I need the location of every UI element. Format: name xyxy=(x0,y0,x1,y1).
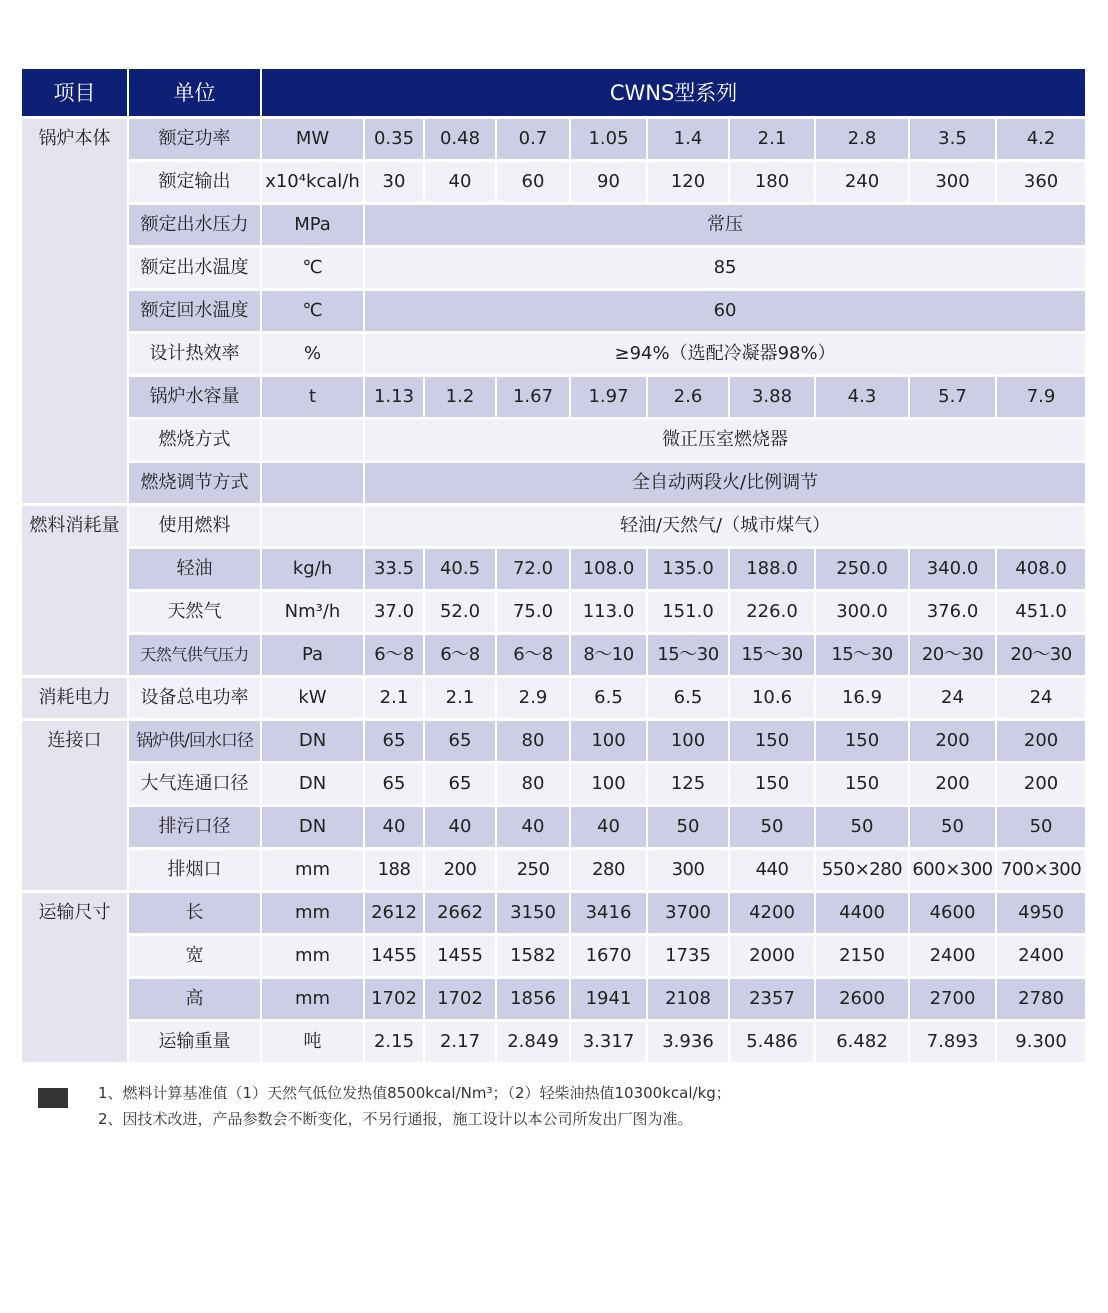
value-cell: 125 xyxy=(648,764,730,807)
value-cell: 440 xyxy=(730,850,816,893)
value-cell: 72.0 xyxy=(497,549,571,592)
row-unit: DN xyxy=(262,764,365,807)
value-cell: 8～10 xyxy=(571,635,648,678)
table-row xyxy=(22,162,1085,205)
table-body xyxy=(22,119,1085,1065)
row-unit: kW xyxy=(262,678,365,721)
value-cell: 360 xyxy=(997,162,1085,205)
value-cell: 1.13 xyxy=(365,377,425,420)
value-cell: 700×300 xyxy=(997,850,1085,893)
table-row xyxy=(22,721,1085,764)
value-cell: 2357 xyxy=(730,979,816,1022)
table-row xyxy=(22,850,1085,893)
header-unit: 单位 xyxy=(129,69,262,119)
value-cell: 20～30 xyxy=(997,635,1085,678)
row-unit: Pa xyxy=(262,635,365,678)
value-cell: 50 xyxy=(648,807,730,850)
value-cell: 3.317 xyxy=(571,1022,648,1065)
table-row xyxy=(22,592,1085,635)
value-cell: 113.0 xyxy=(571,592,648,635)
value-cell: 40.5 xyxy=(425,549,497,592)
row-unit: mm xyxy=(262,979,365,1022)
value-cell: 2.6 xyxy=(648,377,730,420)
merged-value-cell: 微正压室燃烧器 xyxy=(365,420,1085,463)
merged-value-cell: 60 xyxy=(365,291,1085,334)
value-cell: 135.0 xyxy=(648,549,730,592)
value-cell: 4200 xyxy=(730,893,816,936)
value-cell: 5.486 xyxy=(730,1022,816,1065)
row-unit: ℃ xyxy=(262,291,365,334)
row-unit: MPa xyxy=(262,205,365,248)
value-cell: 200 xyxy=(997,721,1085,764)
row-unit: mm xyxy=(262,850,365,893)
value-cell: 40 xyxy=(425,162,497,205)
value-cell: 280 xyxy=(571,850,648,893)
value-cell: 2.8 xyxy=(816,119,910,162)
row-label: 锅炉供/回水口径 xyxy=(129,721,262,764)
table-row xyxy=(22,420,1085,463)
row-unit: DN xyxy=(262,721,365,764)
table-row xyxy=(22,678,1085,721)
value-cell: 50 xyxy=(816,807,910,850)
value-cell: 188 xyxy=(365,850,425,893)
table-row xyxy=(22,205,1085,248)
value-cell: 65 xyxy=(425,721,497,764)
value-cell: 15～30 xyxy=(648,635,730,678)
value-cell: 40 xyxy=(497,807,571,850)
table-row xyxy=(22,635,1085,678)
value-cell: 4.2 xyxy=(997,119,1085,162)
value-cell: 90 xyxy=(571,162,648,205)
row-label: 使用燃料 xyxy=(129,506,262,549)
value-cell: 3700 xyxy=(648,893,730,936)
value-cell: 376.0 xyxy=(910,592,997,635)
value-cell: 2.17 xyxy=(425,1022,497,1065)
row-label: 高 xyxy=(129,979,262,1022)
row-label: 宽 xyxy=(129,936,262,979)
value-cell: 2150 xyxy=(816,936,910,979)
value-cell: 340.0 xyxy=(910,549,997,592)
row-unit: DN xyxy=(262,807,365,850)
value-cell: 2600 xyxy=(816,979,910,1022)
value-cell: 200 xyxy=(910,721,997,764)
value-cell: 1856 xyxy=(497,979,571,1022)
table-row xyxy=(22,979,1085,1022)
row-unit xyxy=(262,463,365,506)
note-line: 1、燃料计算基准值（1）天然气低位发热值8500kcal/Nm³；（2）轻柴油热值10300kcal/kg； xyxy=(98,1084,731,1102)
row-unit xyxy=(262,506,365,549)
header-item: 项目 xyxy=(22,69,129,119)
value-cell: 3150 xyxy=(497,893,571,936)
value-cell: 3.936 xyxy=(648,1022,730,1065)
value-cell: 40 xyxy=(571,807,648,850)
value-cell: 300.0 xyxy=(816,592,910,635)
row-label: 天然气 xyxy=(129,592,262,635)
value-cell: 1941 xyxy=(571,979,648,1022)
row-unit: mm xyxy=(262,936,365,979)
value-cell: 2.1 xyxy=(365,678,425,721)
value-cell: 16.9 xyxy=(816,678,910,721)
value-cell: 3.5 xyxy=(910,119,997,162)
table-row xyxy=(22,807,1085,850)
value-cell: 188.0 xyxy=(730,549,816,592)
value-cell: 150 xyxy=(730,764,816,807)
table-row xyxy=(22,291,1085,334)
value-cell: 1702 xyxy=(365,979,425,1022)
value-cell: 60 xyxy=(497,162,571,205)
value-cell: 30 xyxy=(365,162,425,205)
value-cell: 150 xyxy=(816,721,910,764)
row-label: 燃烧方式 xyxy=(129,420,262,463)
value-cell: 150 xyxy=(816,764,910,807)
value-cell: 6.482 xyxy=(816,1022,910,1065)
value-cell: 6～8 xyxy=(365,635,425,678)
value-cell: 100 xyxy=(648,721,730,764)
row-label: 天然气供气压力 xyxy=(129,635,262,678)
value-cell: 150 xyxy=(730,721,816,764)
row-label: 长 xyxy=(129,893,262,936)
value-cell: 15～30 xyxy=(730,635,816,678)
spec-table xyxy=(22,69,1085,1065)
table-row xyxy=(22,377,1085,420)
note-line: 2、因技术改进，产品参数会不断变化，不另行通报，施工设计以本公司所发出厂图为准。 xyxy=(98,1110,693,1128)
group-label-conn: 连接口 xyxy=(22,721,129,893)
value-cell: 2400 xyxy=(997,936,1085,979)
value-cell: 1.67 xyxy=(497,377,571,420)
merged-value-cell: 全自动两段火/比例调节 xyxy=(365,463,1085,506)
value-cell: 151.0 xyxy=(648,592,730,635)
row-label: 额定输出 xyxy=(129,162,262,205)
value-cell: 2108 xyxy=(648,979,730,1022)
value-cell: 1455 xyxy=(425,936,497,979)
value-cell: 2.1 xyxy=(425,678,497,721)
value-cell: 50 xyxy=(910,807,997,850)
row-label: 排烟口 xyxy=(129,850,262,893)
value-cell: 50 xyxy=(730,807,816,850)
group-label-boiler: 锅炉本体 xyxy=(22,119,129,506)
row-label: 大气连通口径 xyxy=(129,764,262,807)
row-label: 燃烧调节方式 xyxy=(129,463,262,506)
value-cell: 6.5 xyxy=(648,678,730,721)
row-label: 额定出水温度 xyxy=(129,248,262,291)
value-cell: 65 xyxy=(365,721,425,764)
table-row xyxy=(22,506,1085,549)
table-row xyxy=(22,893,1085,936)
value-cell: 550×280 xyxy=(816,850,910,893)
value-cell: 50 xyxy=(997,807,1085,850)
value-cell: 80 xyxy=(497,764,571,807)
row-label: 运输重量 xyxy=(129,1022,262,1065)
merged-value-cell: 常压 xyxy=(365,205,1085,248)
table-row xyxy=(22,248,1085,291)
row-unit xyxy=(262,420,365,463)
row-unit: t xyxy=(262,377,365,420)
group-label-power: 消耗电力 xyxy=(22,678,129,721)
value-cell: 1.05 xyxy=(571,119,648,162)
row-label: 设备总电功率 xyxy=(129,678,262,721)
value-cell: 24 xyxy=(910,678,997,721)
row-unit: ℃ xyxy=(262,248,365,291)
row-unit: 吨 xyxy=(262,1022,365,1065)
row-label: 轻油 xyxy=(129,549,262,592)
value-cell: 4400 xyxy=(816,893,910,936)
value-cell: 600×300 xyxy=(910,850,997,893)
value-cell: 120 xyxy=(648,162,730,205)
value-cell: 1.4 xyxy=(648,119,730,162)
value-cell: 1.97 xyxy=(571,377,648,420)
value-cell: 65 xyxy=(365,764,425,807)
notes-marker xyxy=(38,1088,68,1108)
value-cell: 2700 xyxy=(910,979,997,1022)
value-cell: 0.48 xyxy=(425,119,497,162)
row-unit: kg/h xyxy=(262,549,365,592)
row-unit: x10⁴kcal/h xyxy=(262,162,365,205)
row-unit: Nm³/h xyxy=(262,592,365,635)
value-cell: 2.849 xyxy=(497,1022,571,1065)
table-row xyxy=(22,334,1085,377)
row-unit: MW xyxy=(262,119,365,162)
value-cell: 15～30 xyxy=(816,635,910,678)
table-row xyxy=(22,1022,1085,1065)
value-cell: 1735 xyxy=(648,936,730,979)
value-cell: 33.5 xyxy=(365,549,425,592)
value-cell: 2400 xyxy=(910,936,997,979)
value-cell: 100 xyxy=(571,764,648,807)
row-label: 锅炉水容量 xyxy=(129,377,262,420)
row-label: 额定功率 xyxy=(129,119,262,162)
value-cell: 108.0 xyxy=(571,549,648,592)
merged-value-cell: 轻油/天然气/（城市煤气） xyxy=(365,506,1085,549)
value-cell: 100 xyxy=(571,721,648,764)
value-cell: 7.9 xyxy=(997,377,1085,420)
group-label-fuel: 燃料消耗量 xyxy=(22,506,129,678)
value-cell: 0.7 xyxy=(497,119,571,162)
table-row xyxy=(22,936,1085,979)
value-cell: 6～8 xyxy=(425,635,497,678)
value-cell: 4950 xyxy=(997,893,1085,936)
table-row xyxy=(22,119,1085,162)
value-cell: 37.0 xyxy=(365,592,425,635)
value-cell: 2.1 xyxy=(730,119,816,162)
value-cell: 300 xyxy=(648,850,730,893)
merged-value-cell: ≥94%（选配冷凝器98%） xyxy=(365,334,1085,377)
merged-value-cell: 85 xyxy=(365,248,1085,291)
row-label: 排污口径 xyxy=(129,807,262,850)
value-cell: 3416 xyxy=(571,893,648,936)
value-cell: 40 xyxy=(365,807,425,850)
value-cell: 1582 xyxy=(497,936,571,979)
value-cell: 408.0 xyxy=(997,549,1085,592)
value-cell: 3.88 xyxy=(730,377,816,420)
row-label: 额定回水温度 xyxy=(129,291,262,334)
row-label: 设计热效率 xyxy=(129,334,262,377)
row-unit: % xyxy=(262,334,365,377)
value-cell: 2.15 xyxy=(365,1022,425,1065)
value-cell: 226.0 xyxy=(730,592,816,635)
table-row xyxy=(22,764,1085,807)
value-cell: 451.0 xyxy=(997,592,1085,635)
value-cell: 240 xyxy=(816,162,910,205)
group-label-transport: 运输尺寸 xyxy=(22,893,129,1065)
value-cell: 1.2 xyxy=(425,377,497,420)
row-label: 额定出水压力 xyxy=(129,205,262,248)
value-cell: 7.893 xyxy=(910,1022,997,1065)
value-cell: 2.9 xyxy=(497,678,571,721)
value-cell: 10.6 xyxy=(730,678,816,721)
value-cell: 4.3 xyxy=(816,377,910,420)
value-cell: 6.5 xyxy=(571,678,648,721)
value-cell: 1702 xyxy=(425,979,497,1022)
value-cell: 75.0 xyxy=(497,592,571,635)
value-cell: 180 xyxy=(730,162,816,205)
value-cell: 200 xyxy=(997,764,1085,807)
value-cell: 1670 xyxy=(571,936,648,979)
value-cell: 200 xyxy=(910,764,997,807)
value-cell: 2000 xyxy=(730,936,816,979)
value-cell: 250.0 xyxy=(816,549,910,592)
table-row xyxy=(22,463,1085,506)
value-cell: 0.35 xyxy=(365,119,425,162)
value-cell: 9.300 xyxy=(997,1022,1085,1065)
header-series: CWNS型系列 xyxy=(262,69,1085,119)
value-cell: 65 xyxy=(425,764,497,807)
value-cell: 2612 xyxy=(365,893,425,936)
value-cell: 2780 xyxy=(997,979,1085,1022)
value-cell: 52.0 xyxy=(425,592,497,635)
value-cell: 300 xyxy=(910,162,997,205)
value-cell: 200 xyxy=(425,850,497,893)
row-unit: mm xyxy=(262,893,365,936)
value-cell: 80 xyxy=(497,721,571,764)
value-cell: 24 xyxy=(997,678,1085,721)
value-cell: 5.7 xyxy=(910,377,997,420)
value-cell: 40 xyxy=(425,807,497,850)
value-cell: 4600 xyxy=(910,893,997,936)
value-cell: 2662 xyxy=(425,893,497,936)
value-cell: 1455 xyxy=(365,936,425,979)
value-cell: 250 xyxy=(497,850,571,893)
table-row xyxy=(22,549,1085,592)
value-cell: 20～30 xyxy=(910,635,997,678)
value-cell: 6～8 xyxy=(497,635,571,678)
